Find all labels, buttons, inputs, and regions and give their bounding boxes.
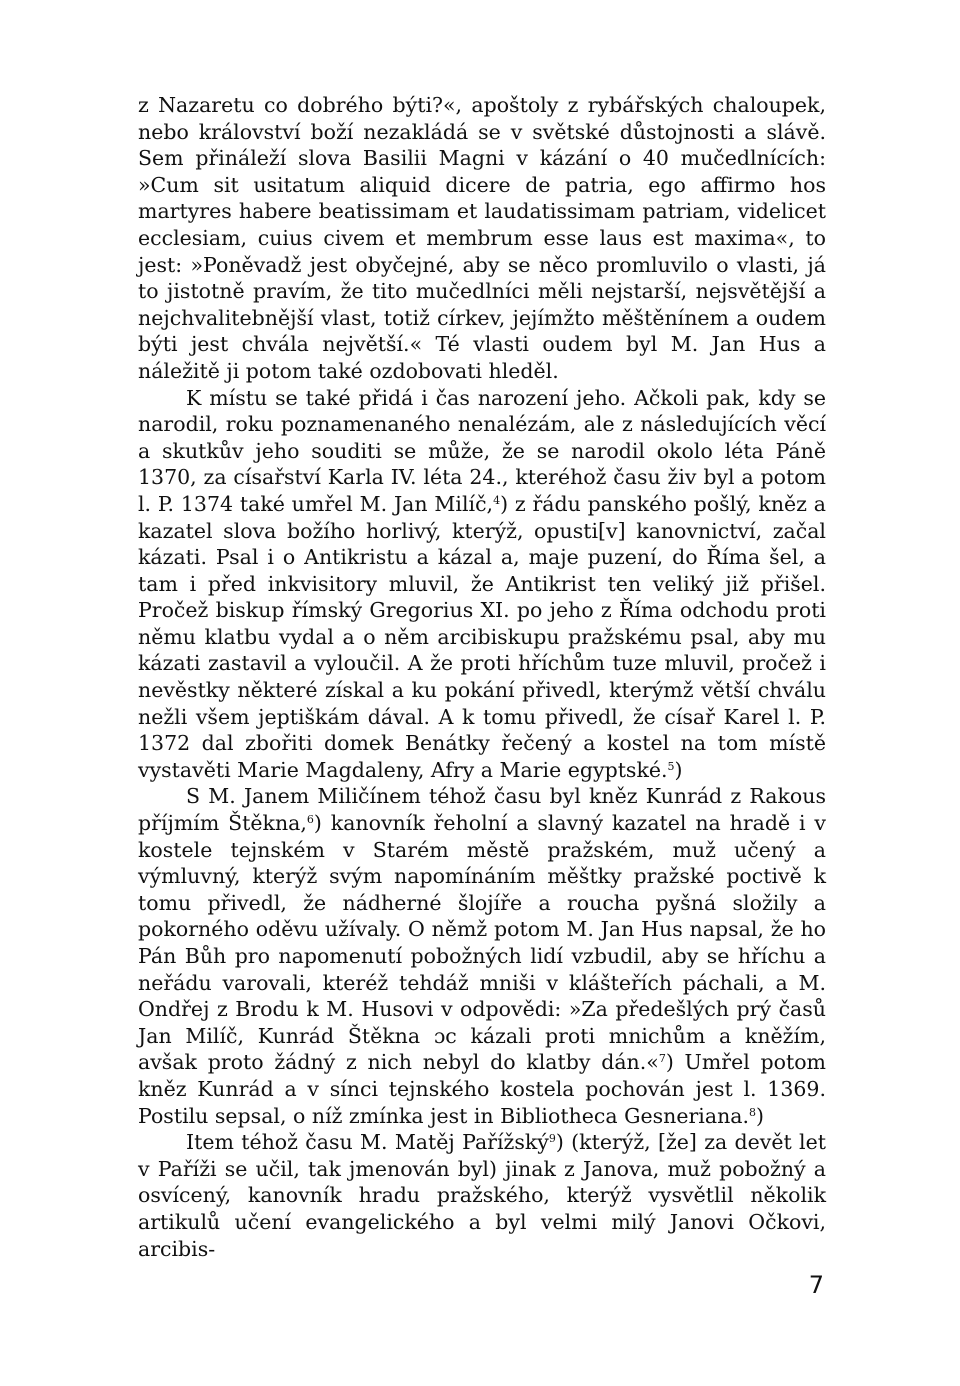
text-run: ) Umřel potom kněz Kunrád a v sínci tejnského kostela pochován jest l. 1369. Postilu sepsal, o níž zmínka jest in Bibliotheca Gesneriana.	[138, 1050, 826, 1128]
paragraph-4	[138, 1129, 826, 1262]
paragraph-3	[138, 783, 826, 1129]
text-run: z Nazaretu co dobrého býti?«, apoštoly z rybářských chaloupek, nebo království boží nezakládá se v světské důstojnosti a slávě. Sem přináleží slova Basilii Magni v kázání o 40 mučedlnících: »Cum sit usitatum aliquid dicere de patria, ego affirmo hos martyres habere beatissimam et laudatissimam patriam, videlicet ecclesiam, cuius civem et membrum esse laus est maxima«, to jest: »Poněvadž jest obyčejné, aby se něco promluvilo o vlasti, já to jistotně pravím, že tito mučedlníci měli nejstarší, nejsvětější a nejchvalitebnější vlast, totiž církev, jejímžto měštěnínem a oudem býti jest chvála největší.« Té vlasti oudem byl M. Jan Hus a náležitě ji potom také ozdobovati hleděl.	[138, 93, 826, 383]
text-run: ) kanovník řeholní a slavný kazatel na hradě i v kostele tejnském v Starém městě pražském, muž učený a výmluvný, kterýž svým napomínáním měštky pražské poctivě k tomu přivedl, že nádherné šlojíře a roucha pyšná složily a pokorného oděvu užívaly. O němž potom M. Jan Hus napsal, že ho Pán Bůh pro napomenutí pobožných lidí vzbudil, aby se hříchu a neřádu varovali, kteréž tehdáž mniši v klášteřích páchali, a M. Ondřej z Brodu k M. Husovi v odpovědi: »Za předešlých prý časů Jan Milíč, Kunrád Štěkna ɔc kázali proti mnichům a kněžím, avšak proto žádný z nich nebyl do klatby dán.«	[138, 811, 826, 1075]
text-run: ) (kterýž, [že] za devět let v Paříži se učil, tak jmenován byl) jinak z Janova, muž pobožný a osvícený, kanovník hradu pražského, kterýž vysvětlil několik artikulů učení evangelického a byl velmi milý Janovi Očkovi, arcibis-	[138, 1130, 826, 1261]
footnote-marker: 4	[493, 493, 501, 507]
paragraph-2	[138, 385, 826, 784]
text-run: K místu se také přidá i čas narození jeho. Ačkoli pak, kdy se narodil, roku poznamenaného nenalézám, ale z následujících věcí a skutkův jeho souditi se může, že se narodil okolo léta Páně 1370, za císařství Karla IV. léta 24., kteréhož času živ byl a potom l. P. 1374 také umřel M. Jan Milíč,	[138, 385, 826, 516]
footnote-marker: 7	[658, 1052, 666, 1066]
text-run: Item téhož času M. Matěj Pařížský	[186, 1130, 549, 1155]
footnote-marker: 6	[306, 813, 314, 827]
text-run: S M. Janem Miličínem téhož času byl kněz Kunrád z Rakous příjmím Štěkna,	[138, 784, 826, 836]
footnote-marker: 8	[749, 1105, 757, 1119]
footnote-marker: 9	[548, 1132, 556, 1146]
text-run: )	[756, 1103, 765, 1128]
body-text	[138, 92, 826, 1262]
text-run: ) z řádu panského pošlý, kněz a kazatel slova božího horlivý, kterýž, opusti[v] kanovnictví, začal kázati. Psal i o Antikristu a kázal a, maje puzení, do Říma šel, a tam i před inkvisitory mluvil, že Antikrist ten veliký již přišel. Pročež biskup římský Gregorius XI. po jeho z Říma odchodu proti němu klatbu vydal a o něm arcibiskupu pražskému psal, aby mu kázati zastavil a vyloučil. A že proti hříchům tuze mluvil, pročež i nevěstky některé získal a ku pokání přivedl, kterýmž větší chválu nežli všem jeptiškám dával. A k tomu přivedl, že císař Karel l. P. 1372 dal zbořiti domek Benátky řečený a kostel na tom místě vystavěti Marie Magdaleny, Afry a Marie egyptské.	[138, 491, 826, 782]
page-number: 7	[808, 1271, 824, 1299]
footnote-marker: 5	[667, 759, 675, 773]
paragraph-1	[138, 92, 826, 385]
text-run: )	[674, 757, 683, 782]
